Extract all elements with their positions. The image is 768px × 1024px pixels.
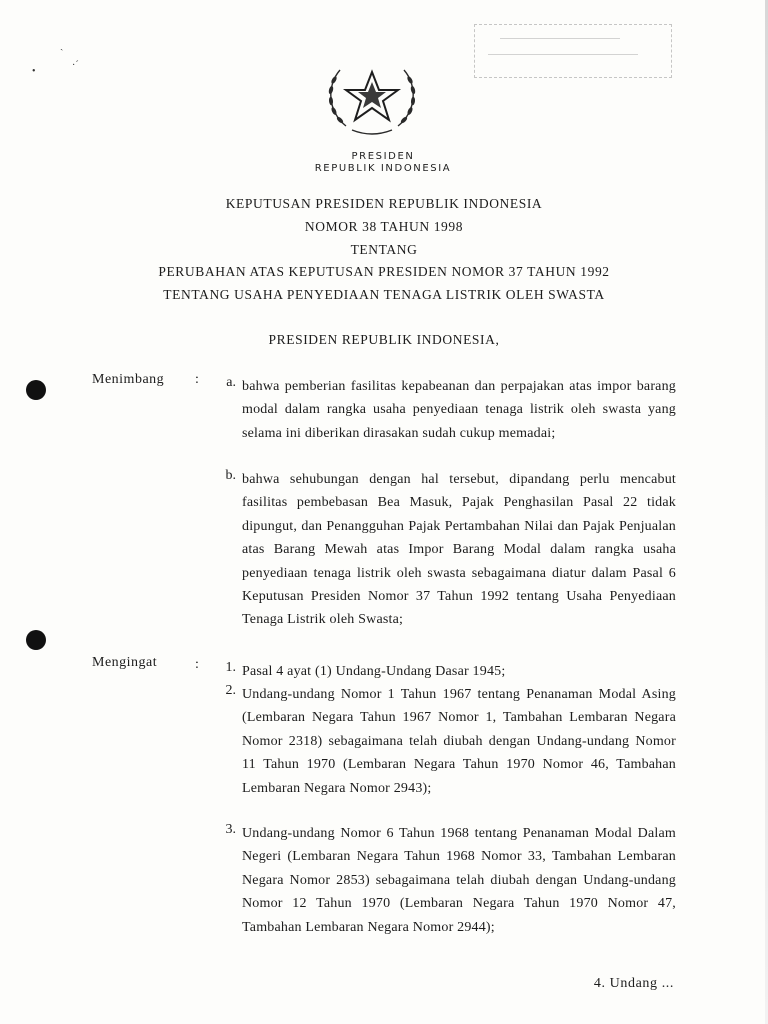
punch-hole [26,630,46,650]
mengingat-item-2-marker: 2. [225,683,236,698]
page-continuation: 4. Undang ... [593,976,674,991]
mengingat-item-3-text: Undang-undang Nomor 6 Tahun 1968 tentang Penanaman Modal Dalam Negeri (Lembaran Negara Tahun 1968 Nomor 33, Tambahan Lembaran Negara Nomor 2853) sebagaimana telah diubah dengan Undang-undang Nomor 12 Tahun 1970 (Lembaran Negara Tahun 1970 Nomor 47, Tambahan Lembaran Negara Nomor 2944); [242,826,676,935]
scan-speck: ˎ [60,40,64,51]
title-line-decree: KEPUTUSAN PRESIDEN REPUBLIK INDONESIA [225,196,543,211]
opening-statement: PRESIDEN REPUBLIK INDONESIA, [268,332,500,347]
punch-hole [26,380,46,400]
menimbang-item-b-text: bahwa sehubungan dengan hal tersebut, dipandang perlu mencabut fasilitas pembebasan Bea Masuk, Pajak Penghasilan Pasal 22 tidak dipungut, dan Penangguhan Pajak Pertambahan Nilai dan Pajak Penjualan atas Barang Mewah atas Impor Barang Modal dalam rangka usaha penyediaan tenaga listrik oleh swasta sebagaimana diatur dalam Pasal 6 Keputusan Presiden Nomor 37 Tahun 1992 tentang Usaha Penyediaan Tenaga Listrik oleh Swasta; [242,472,676,628]
scan-speck: • [32,66,36,77]
title-line-tentang: TENTANG [350,242,418,257]
title-line-subject: PERUBAHAN ATAS KEPUTUSAN PRESIDEN NOMOR 37 TAHUN 1992 [158,264,610,279]
menimbang-colon: : [195,372,199,387]
menimbang-item-b-marker: b. [225,468,236,483]
menimbang-item-a-marker: a. [226,375,236,390]
title-line-subject-continued: TENTANG USAHA PENYEDIAAN TENAGA LISTRIK OLEH SWASTA [163,287,605,302]
mengingat-label: Mengingat [92,655,158,670]
emblem-label-presiden: PRESIDEN [351,151,415,162]
faded-stamp-mark [488,54,638,55]
menimbang-item-a-text: bahwa pemberian fasilitas kepabeanan dan perpajakan atas impor barang modal dalam rangka usaha penyediaan tenaga listrik oleh swasta yang selama ini diberikan dirasakan sudah cukup memadai; [242,379,676,441]
scan-speck: ·ˊ [72,60,79,71]
faded-stamp-mark [500,38,620,39]
title-line-number: NOMOR 38 TAHUN 1998 [304,219,464,234]
presidential-emblem [322,56,422,138]
menimbang-label: Menimbang [92,372,165,387]
emblem-label-republik-indonesia: REPUBLIK INDONESIA [314,163,452,174]
mengingat-item-3-marker: 3. [225,822,236,837]
faded-stamp [474,24,672,78]
mengingat-item-1-text: Pasal 4 ayat (1) Undang-Undang Dasar 1945; [242,664,506,679]
mengingat-item-1-marker: 1. [225,660,236,675]
mengingat-colon: : [195,657,199,672]
mengingat-item-2-text: Undang-undang Nomor 1 Tahun 1967 tentang Penanaman Modal Asing (Lembaran Negara Tahun 1967 Nomor 1, Tambahan Lembaran Negara Nomor 2318) sebagaimana telah diubah dengan Undang-undang Nomor 11 Tahun 1970 (Lembaran Negara Tahun 1970 Nomor 46, Tambahan Lembaran Negara Nomor 2943); [242,687,676,796]
